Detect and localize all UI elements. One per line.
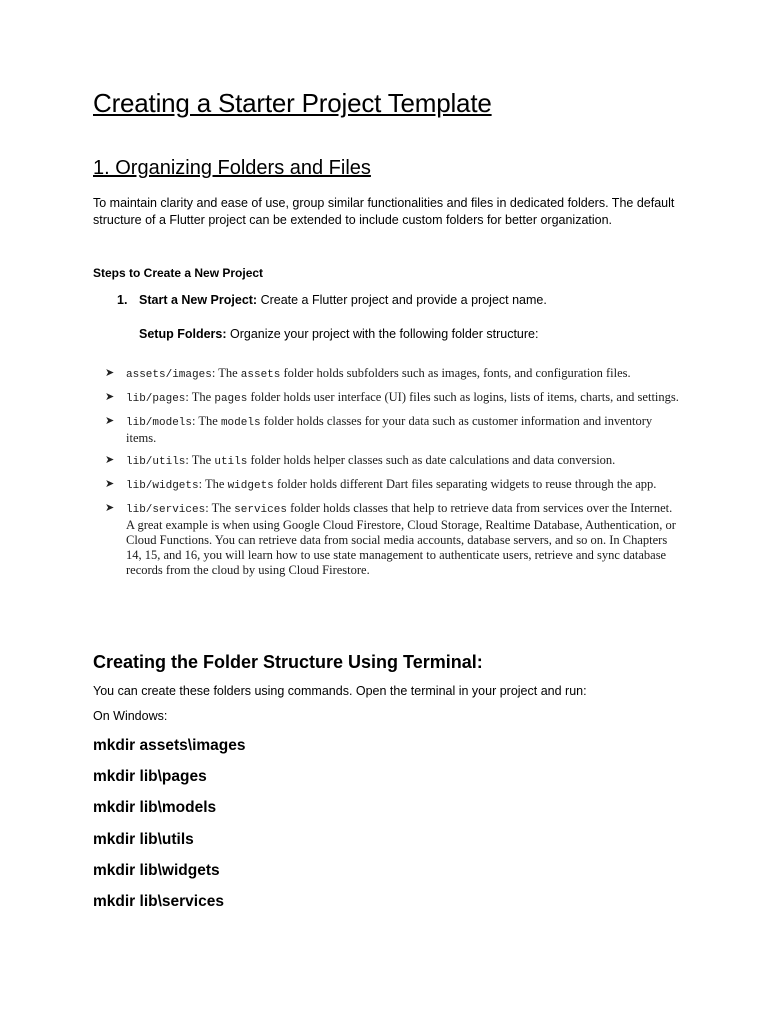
step-number: 1. xyxy=(117,293,128,307)
section-heading: 1. Organizing Folders and Files xyxy=(93,157,371,179)
list-item xyxy=(105,453,680,470)
arrow-bullet-icon: ➤ xyxy=(105,478,115,490)
folder-description: folder holds helper classes such as date calculations and data conversion. xyxy=(247,453,616,467)
setup-text: Organize your project with the following folder structure: xyxy=(226,327,539,341)
folder-description: folder holds user interface (UI) files such as logins, lists of items, charts, and settings. xyxy=(247,390,679,404)
list-item xyxy=(105,501,680,578)
command-line: mkdir assets\images xyxy=(93,737,246,754)
step-text: Create a Flutter project and provide a project name. xyxy=(257,293,547,307)
folder-description: folder holds subfolders such as images, fonts, and configuration files. xyxy=(280,366,631,380)
folder-name: models xyxy=(220,417,261,429)
list-item xyxy=(105,366,680,383)
step-item xyxy=(117,293,677,307)
folder-desc-prefix: : The xyxy=(198,477,228,491)
list-item xyxy=(105,414,680,446)
folder-path: lib/models xyxy=(126,417,193,429)
command-line: mkdir lib\models xyxy=(93,799,217,817)
arrow-bullet-icon: ➤ xyxy=(105,502,115,514)
folder-name: services xyxy=(234,504,287,516)
folder-name: utils xyxy=(214,456,248,468)
document-title: Creating a Starter Project Template xyxy=(93,88,492,118)
step-label: Start a New Project: xyxy=(139,293,258,307)
arrow-bullet-icon: ➤ xyxy=(105,454,115,466)
list-item xyxy=(105,390,680,407)
folder-path: lib/pages xyxy=(126,393,186,405)
command-line: mkdir lib\widgets xyxy=(93,861,220,879)
folder-desc-prefix: : The xyxy=(192,414,221,428)
folder-structure-list xyxy=(105,366,680,585)
intro-paragraph: To maintain clarity and ease of use, group similar functionalities and files in dedicated folders. The default structure of a Flutter project can be extended to include custom folders for better organization. xyxy=(93,196,675,227)
os-label: On Windows: xyxy=(93,709,168,723)
folder-desc-prefix: : The xyxy=(185,453,215,467)
folder-name: assets xyxy=(240,369,281,381)
setup-label: Setup Folders: xyxy=(139,327,227,341)
arrow-bullet-icon: ➤ xyxy=(105,391,115,403)
command-line: mkdir lib\services xyxy=(93,892,224,910)
command-line: mkdir lib\utils xyxy=(93,830,194,848)
command-list xyxy=(93,736,246,923)
setup-folders-line xyxy=(139,327,538,341)
folder-description: folder holds different Dart files separating widgets to reuse through the app. xyxy=(273,477,657,491)
folder-description: folder holds classes that help to retrieve data from services over the Internet. A great example is when using Google Cloud Firestore, Cloud Storage, Realtime Database, Authentication, or Cloud Functions. You can retrieve data from social media accounts, database servers, and so on. In Chapters 14, 15, and 16, you will learn how to use state management to authenticate users, retrieve and sync database records from the cloud by using Cloud Firestore. xyxy=(126,501,676,577)
terminal-paragraph: You can create these folders using commands. Open the terminal in your project and run: xyxy=(93,684,587,698)
arrow-bullet-icon: ➤ xyxy=(105,367,115,379)
command-line: mkdir lib\pages xyxy=(93,768,207,786)
folder-name: pages xyxy=(214,393,248,405)
arrow-bullet-icon: ➤ xyxy=(105,415,115,427)
folder-name: widgets xyxy=(227,480,274,492)
folder-desc-prefix: : The xyxy=(205,501,235,515)
folder-desc-prefix: : The xyxy=(211,366,241,380)
terminal-heading: Creating the Folder Structure Using Terminal: xyxy=(93,652,483,672)
folder-path: lib/utils xyxy=(126,456,186,468)
folder-description: folder holds classes for your data such as customer information and inventory items. xyxy=(126,414,653,445)
folder-path: lib/services xyxy=(126,504,206,516)
list-item xyxy=(105,477,680,494)
folder-path: lib/widgets xyxy=(126,480,199,492)
folder-desc-prefix: : The xyxy=(185,390,215,404)
folder-path: assets/images xyxy=(126,369,212,381)
steps-heading: Steps to Create a New Project xyxy=(93,266,264,280)
